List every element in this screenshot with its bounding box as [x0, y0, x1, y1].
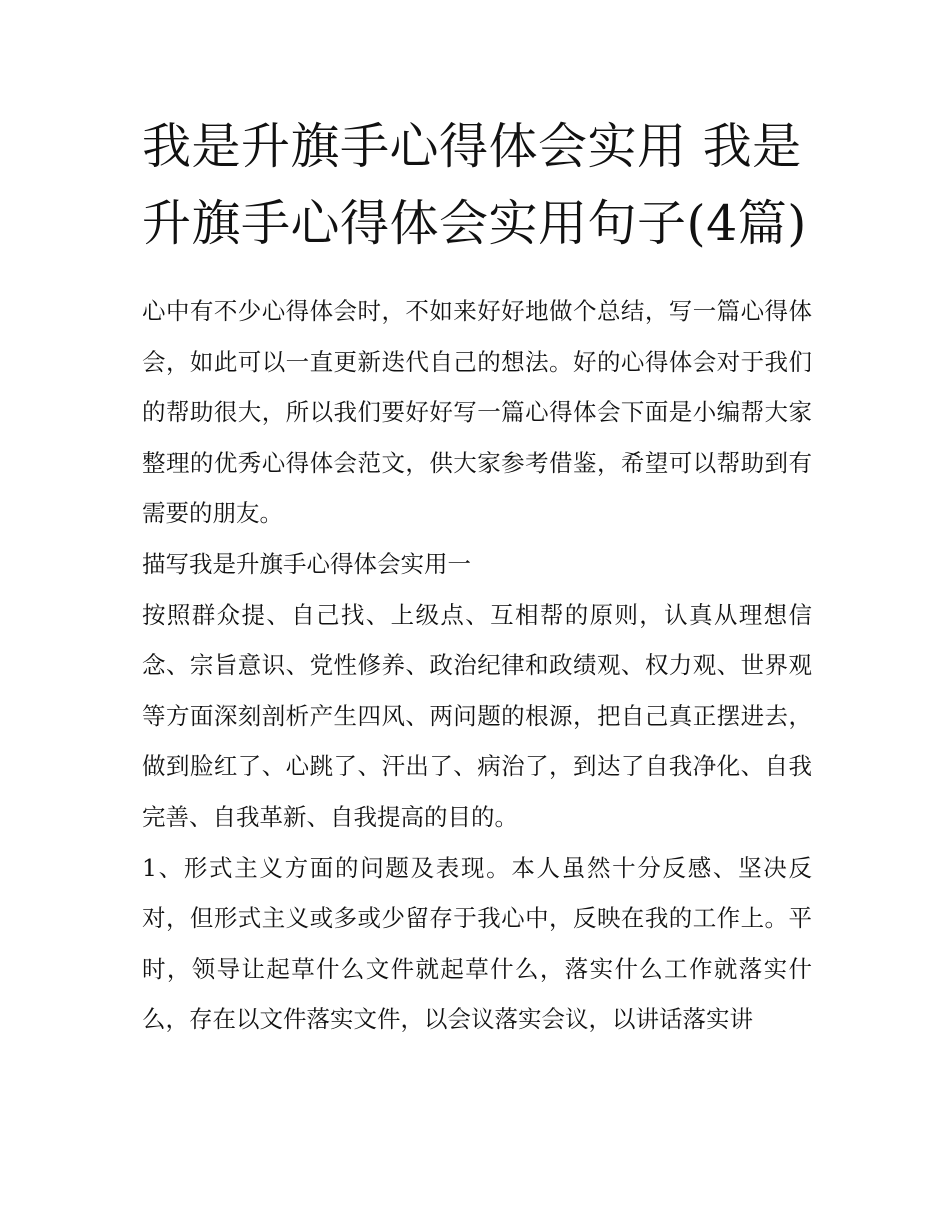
body-paragraph: 1、形式主义方面的问题及表现。本人虽然十分反感、坚决反对，但形式主义或多或少留存于我心中，反映在我的工作上。平时，领导让起草什么文件就起草什么，落实什么工作就落实什么，存在以文件落实文件，以会议落实会议，以讲话落实讲 [142, 853, 812, 1034]
intro-paragraph: 心中有不少心得体会时，不如来好好地做个总结，写一篇心得体会，如此可以一直更新迭代自己的想法。好的心得体会对于我们的帮助很大，所以我们要好好写一篇心得体会下面是小编帮大家整理的优秀心得体会范文，供大家参考借鉴，希望可以帮助到有需要的朋友。 [142, 297, 812, 528]
document-content [142, 108, 812, 1045]
document-title: 我是升旗手心得体会实用 我是升旗手心得体会实用句子(4篇) [142, 118, 807, 252]
body-paragraph: 按照群众提、自己找、上级点、互相帮的原则，认真从理想信念、宗旨意识、党性修养、政治纪律和政绩观、权力观、世界观等方面深刻剖析产生四风、两问题的根源，把自己真正摆进去，做到脸红了、心跳了、汗出了、病治了，到达了自我净化、自我完善、自我革新、自我提高的目的。 [142, 600, 812, 831]
document-body [142, 286, 812, 1045]
section-heading: 描写我是升旗手心得体会实用一 [142, 549, 471, 578]
